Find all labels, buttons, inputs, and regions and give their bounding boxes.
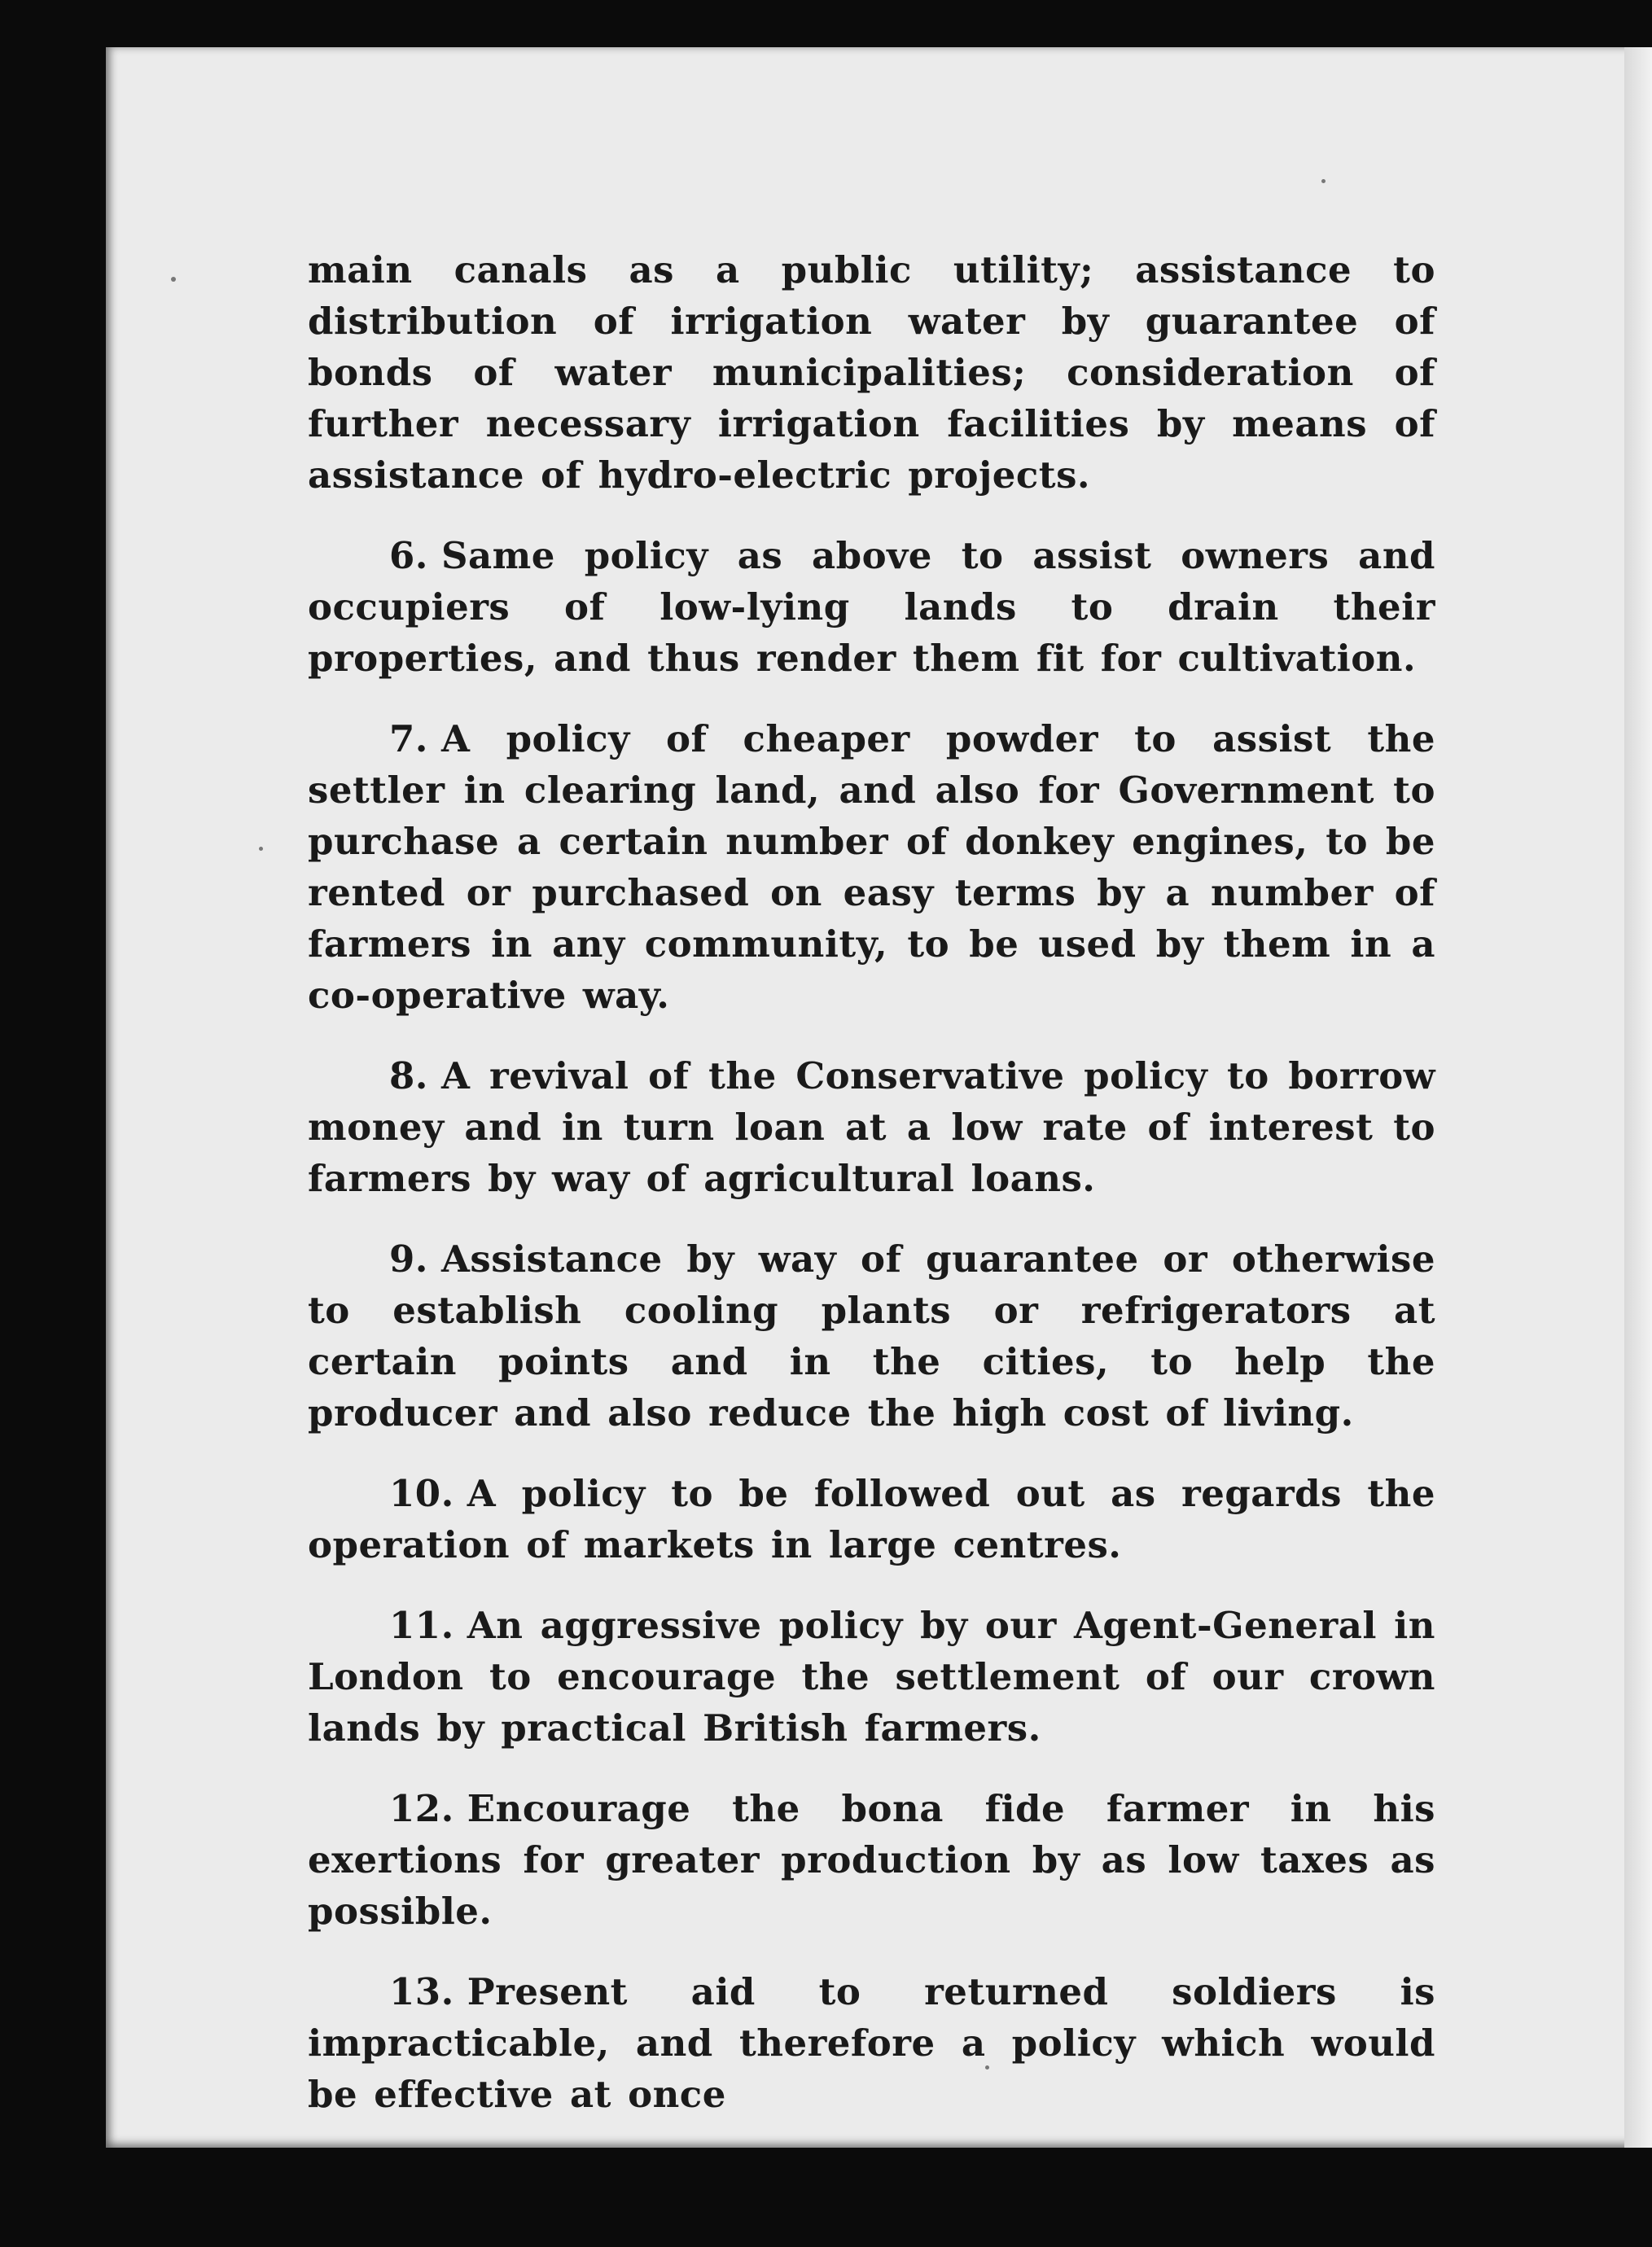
item-text: A policy of cheaper powder to assist the settler in clearing land, and also for Government to purchase a certain number of donkey engines, to be rented or purchased on easy terms by a number of farmers in any community, to be used by them in a co-operative way. <box>308 717 1435 1017</box>
list-item <box>308 1783 1435 1937</box>
scan-speck <box>171 277 176 282</box>
paper-edge <box>1624 47 1652 2148</box>
intro-paragraph: main canals as a public utility; assistance to distribution of irrigation water by guarantee of bonds of water municipalities; consideration of further necessary irrigation facilities by means of assistance of hydro-electric projects. <box>308 248 1435 497</box>
item-text: Encourage the bona fide farmer in his exertions for greater production by as low taxes as possible. <box>308 1787 1435 1933</box>
scan-speck <box>1321 179 1326 183</box>
item-text: Present aid to returned soldiers is impracticable, and therefore a policy which would be effective at once <box>308 1970 1435 2116</box>
item-text: Same policy as above to assist owners and occupiers of low-lying lands to drain their properties, and thus render them fit for cultivation. <box>308 534 1435 680</box>
item-number: 8. <box>389 1054 428 1097</box>
list-item <box>308 1468 1435 1570</box>
item-number: 13. <box>389 1970 454 2013</box>
list-item <box>308 713 1435 1021</box>
item-number: 6. <box>389 534 428 577</box>
item-text: A revival of the Conservative policy to borrow money and in turn loan at a low rate of interest to farmers by way of agricultural loans. <box>308 1054 1435 1200</box>
scan-speck <box>259 847 263 851</box>
document-body <box>308 244 1435 2149</box>
list-item <box>308 1966 1435 2120</box>
item-number: 9. <box>389 1237 428 1281</box>
item-number: 11. <box>389 1604 454 1647</box>
list-item <box>308 1233 1435 1439</box>
item-number: 12. <box>389 1787 454 1830</box>
item-text: An aggressive policy by our Agent-General in London to encourage the settlement of our crown lands by practical British farmers. <box>308 1604 1435 1750</box>
item-number: 10. <box>389 1472 454 1515</box>
item-number: 7. <box>389 717 428 760</box>
item-text: A policy to be followed out as regards the operation of markets in large centres. <box>308 1472 1435 1566</box>
list-item <box>308 1600 1435 1754</box>
item-text: Assistance by way of guarantee or otherwise to establish cooling plants or refrigerators at certain points and in the cities, to help the producer and also reduce the high cost of living. <box>308 1237 1435 1434</box>
list-item <box>308 530 1435 684</box>
list-item <box>308 1050 1435 1204</box>
